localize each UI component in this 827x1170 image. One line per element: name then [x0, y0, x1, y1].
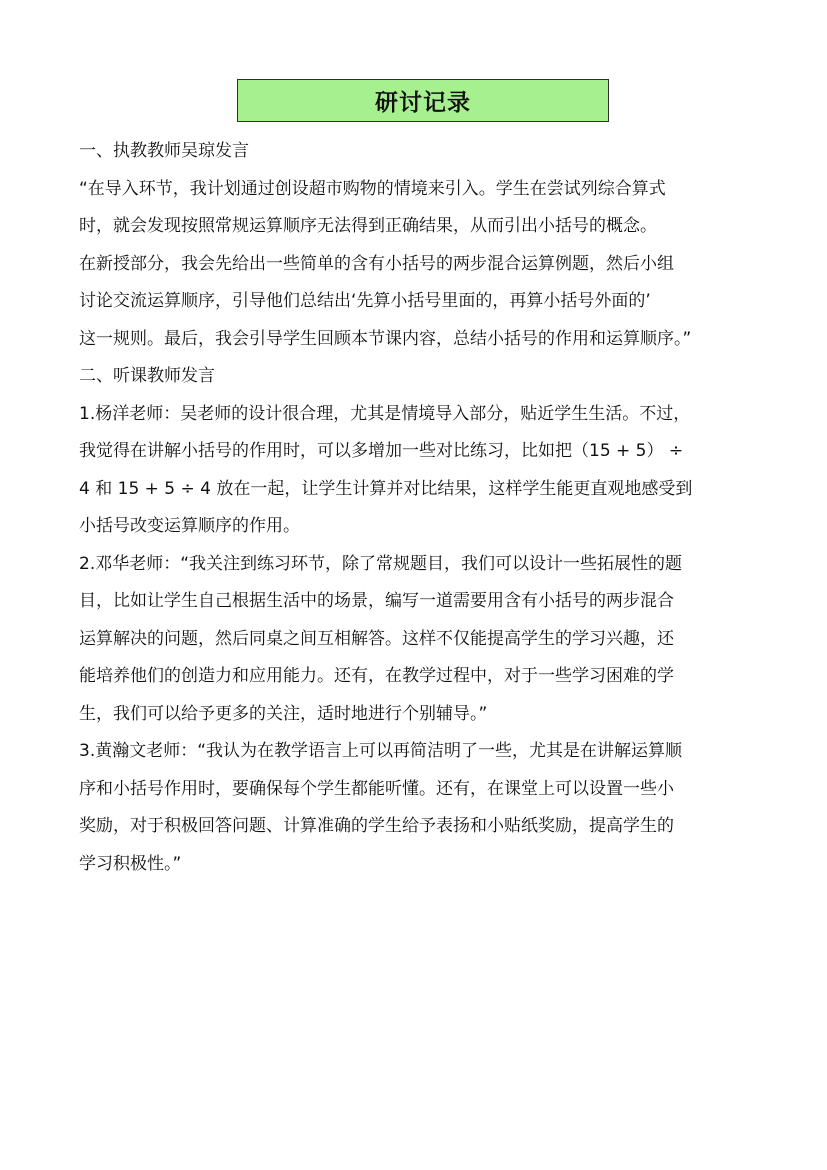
- paragraph-line: 奖励，对于积极回答问题、计算准确的学生给予表扬和小贴纸奖励，提高学生的: [79, 816, 674, 836]
- section-heading-observer-speech: 二、听课教师发言: [79, 366, 215, 386]
- paragraph-line: 学习积极性。”: [79, 853, 182, 874]
- paragraph-line: 序和小括号作用时，要确保每个学生都能听懂。还有，在课堂上可以设置一些小: [79, 778, 674, 799]
- paragraph-line: 时，就会发现按照常规运算顺序无法得到正确结果，从而引出小括号的概念。: [79, 216, 657, 236]
- paragraph-line: 目，比如让学生自己根据生活中的场景，编写一道需要用含有小括号的两步混合: [79, 591, 674, 611]
- title-box: [237, 79, 609, 122]
- document-body: [79, 133, 791, 883]
- document-title: 研讨记录: [375, 90, 471, 116]
- paragraph-line: 3.黄瀚文老师：“我认为在教学语言上可以再简洁明了一些，尤其是在讲解运算顺: [79, 741, 683, 761]
- section-heading-teacher-speech: 一、执教教师吴琼发言: [79, 141, 249, 161]
- paragraph-line: “在导入环节，我计划通过创设超市购物的情境来引入。学生在尝试列综合算式: [79, 178, 666, 199]
- paragraph-line: 这一规则。最后，我会引导学生回顾本节课内容，总结小括号的作用和运算顺序。”: [79, 328, 692, 349]
- paragraph-line: 讨论交流运算顺序，引导他们总结出‘先算小括号里面的，再算小括号外面的’: [79, 291, 651, 311]
- paragraph-line: 运算解决的问题，然后同桌之间互相解答。这样不仅能提高学生的学习兴趣，还: [79, 628, 674, 649]
- paragraph-line: 1.杨洋老师：吴老师的设计很合理，尤其是情境导入部分，贴近学生生活。不过，: [79, 403, 691, 424]
- paragraph-line: 在新授部分，我会先给出一些简单的含有小括号的两步混合运算例题，然后小组: [79, 253, 674, 274]
- paragraph-line: 生，我们可以给予更多的关注，适时地进行个别辅导。”: [79, 703, 488, 724]
- paragraph-line: 4 和 15 + 5 ÷ 4 放在一起，让学生计算并对比结果，这样学生能更直观地感受到: [79, 478, 693, 499]
- paragraph-line: 2.邓华老师：“我关注到练习环节，除了常规题目，我们可以设计一些拓展性的题: [79, 553, 683, 574]
- paragraph-line: 能培养他们的创造力和应用能力。还有，在教学过程中，对于一些学习困难的学: [79, 666, 674, 686]
- paragraph-line: 我觉得在讲解小括号的作用时，可以多增加一些对比练习，比如把（15 + 5） ÷: [79, 441, 684, 461]
- paragraph-line: 小括号改变运算顺序的作用。: [79, 516, 300, 536]
